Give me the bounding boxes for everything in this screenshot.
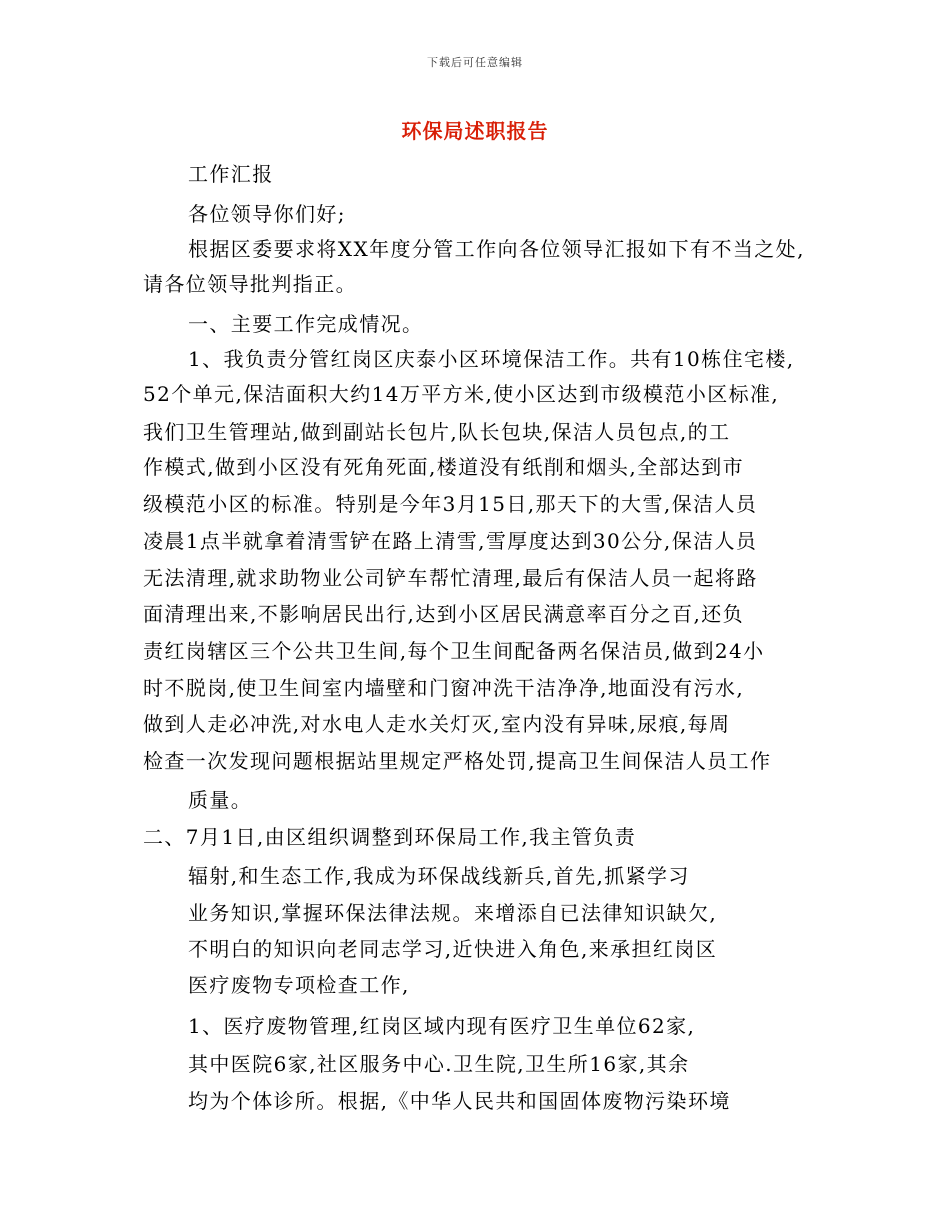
body-line: 无法清理,就求助物业公司铲车帮忙清理,最后有保洁人员一起将路 (143, 566, 758, 590)
body-line: 工作汇报 (188, 162, 274, 186)
body-line: 1、我负责分管红岗区庆泰小区环境保洁工作。共有10栋住宅楼, (188, 347, 795, 371)
body-line: 均为个体诊所。根据,《中华人民共和国固体废物污染环境 (188, 1089, 731, 1113)
body-line: 检查一次发现问题根据站里规定严格处罚,提高卫生间保洁人员工作 (143, 749, 772, 773)
body-line: 一、主要工作完成情况。 (188, 312, 424, 336)
body-line: 辐射,和生态工作,我成为环保战线新兵,首先,抓紧学习 (188, 864, 690, 888)
body-line: 做到人走必冲洗,对水电人走水关灯灭,室内没有异味,尿痕,每周 (143, 712, 731, 736)
body-line: 我们卫生管理站,做到副站长包片,队长包块,保洁人员包点,的工 (143, 420, 731, 444)
header-note: 下载后可任意编辑 (427, 56, 523, 69)
body-line: 52个单元,保洁面积大约14万平方米,使小区达到市级模范小区标准, (143, 382, 780, 406)
body-line: 医疗废物专项检查工作, (188, 973, 410, 997)
body-line: 请各位领导批判指正。 (143, 272, 357, 296)
body-line: 业务知识,掌握环保法律法规。来增添自已法律知识缺欠, (188, 901, 718, 925)
body-line: 不明白的知识向老同志学习,近快进入角色,来承担红岗区 (188, 937, 718, 961)
body-line: 凌晨1点半就拿着清雪铲在路上清雪,雪厚度达到30公分,保洁人员 (143, 529, 758, 553)
body-line: 各位领导你们好; (188, 202, 346, 226)
body-line: 其中医院6家,社区服务中心.卫生院,卫生所16家,其余 (188, 1052, 690, 1076)
body-line: 责红岗辖区三个公共卫生间,每个卫生间配备两名保洁员,做到24小 (143, 639, 765, 663)
body-line: 级模范小区的标准。特别是今年3月15日,那天下的大雪,保洁人员 (143, 492, 758, 516)
body-line: 根据区委要求将XX年度分管工作向各位领导汇报如下有不当之处, (188, 237, 805, 261)
body-line: 时不脱岗,使卫生间室内墙壁和门窗冲洗干洁净净,地面没有污水, (143, 676, 745, 700)
body-line: 质量。 (188, 788, 253, 812)
body-line: 作模式,做到小区没有死角死面,楼道没有纸削和烟头,全部达到市 (143, 455, 745, 479)
body-line: 二、7月1日,由区组织调整到环保局工作,我主管负责 (143, 825, 637, 849)
body-line: 1、医疗废物管理,红岗区域内现有医疗卫生单位62家, (188, 1014, 696, 1038)
document-title: 环保局述职报告 (401, 119, 549, 143)
body-line: 面清理出来,不影响居民出行,达到小区居民满意率百分之百,还负 (143, 602, 745, 626)
